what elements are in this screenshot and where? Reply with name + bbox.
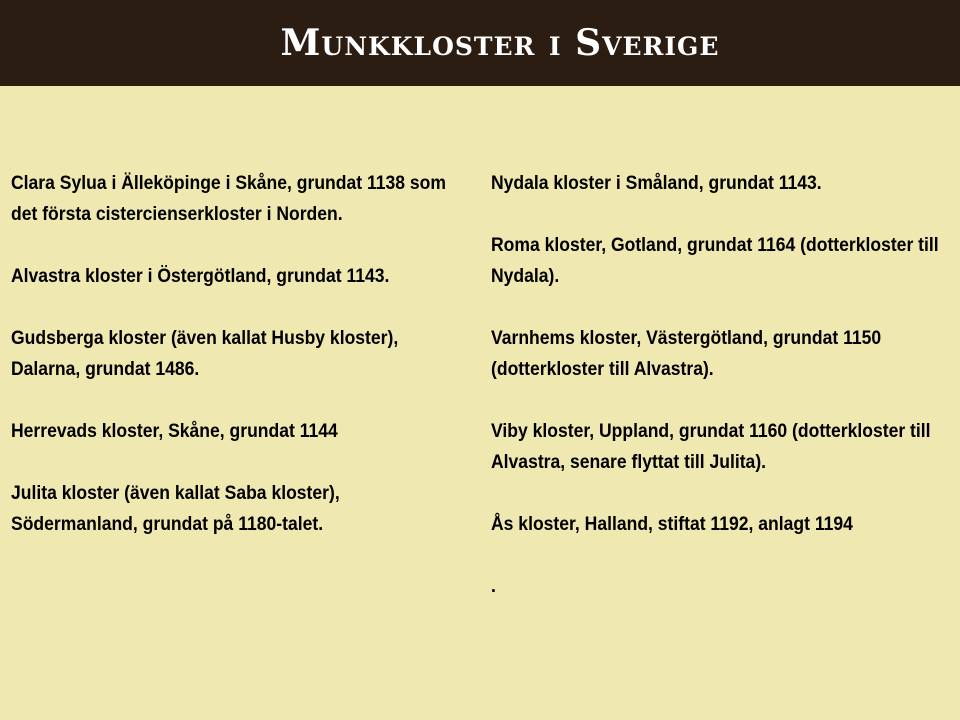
monastery-entry: Nydala kloster i Småland, grundat 1143.	[491, 172, 822, 194]
trailing-period: .	[491, 575, 496, 597]
monastery-entry: Herrevads kloster, Skåne, grundat 1144	[11, 420, 338, 442]
monastery-entry: Julita kloster (även kallat Saba kloster), Södermanland, grundat på 1180-talet.	[11, 482, 340, 535]
title-bar	[0, 0, 960, 86]
monastery-entry: Gudsberga kloster (även kallat Husby kloster), Dalarna, grundat 1486.	[11, 327, 399, 380]
monastery-entry: Varnhems kloster, Västergötland, grundat 1150 (dotterkloster till Alvastra).	[491, 327, 882, 380]
slide-title: Munkkloster i Sverige	[280, 22, 720, 64]
monastery-entry: Roma kloster, Gotland, grundat 1164 (dotterkloster till Nydala).	[491, 234, 939, 287]
right-column	[491, 168, 941, 633]
monastery-entry: Ås kloster, Halland, stiftat 1192, anlagt 1194	[491, 513, 853, 535]
left-column	[11, 168, 452, 571]
monastery-entry: Alvastra kloster i Östergötland, grundat 1143.	[11, 265, 390, 287]
monastery-entry: Clara Sylua i Älleköpinge i Skåne, grundat 1138 som det första cistercienserkloster i Norden.	[11, 172, 447, 225]
monastery-entry: Viby kloster, Uppland, grundat 1160 (dotterkloster till Alvastra, senare flyttat till Julita).	[491, 420, 931, 473]
